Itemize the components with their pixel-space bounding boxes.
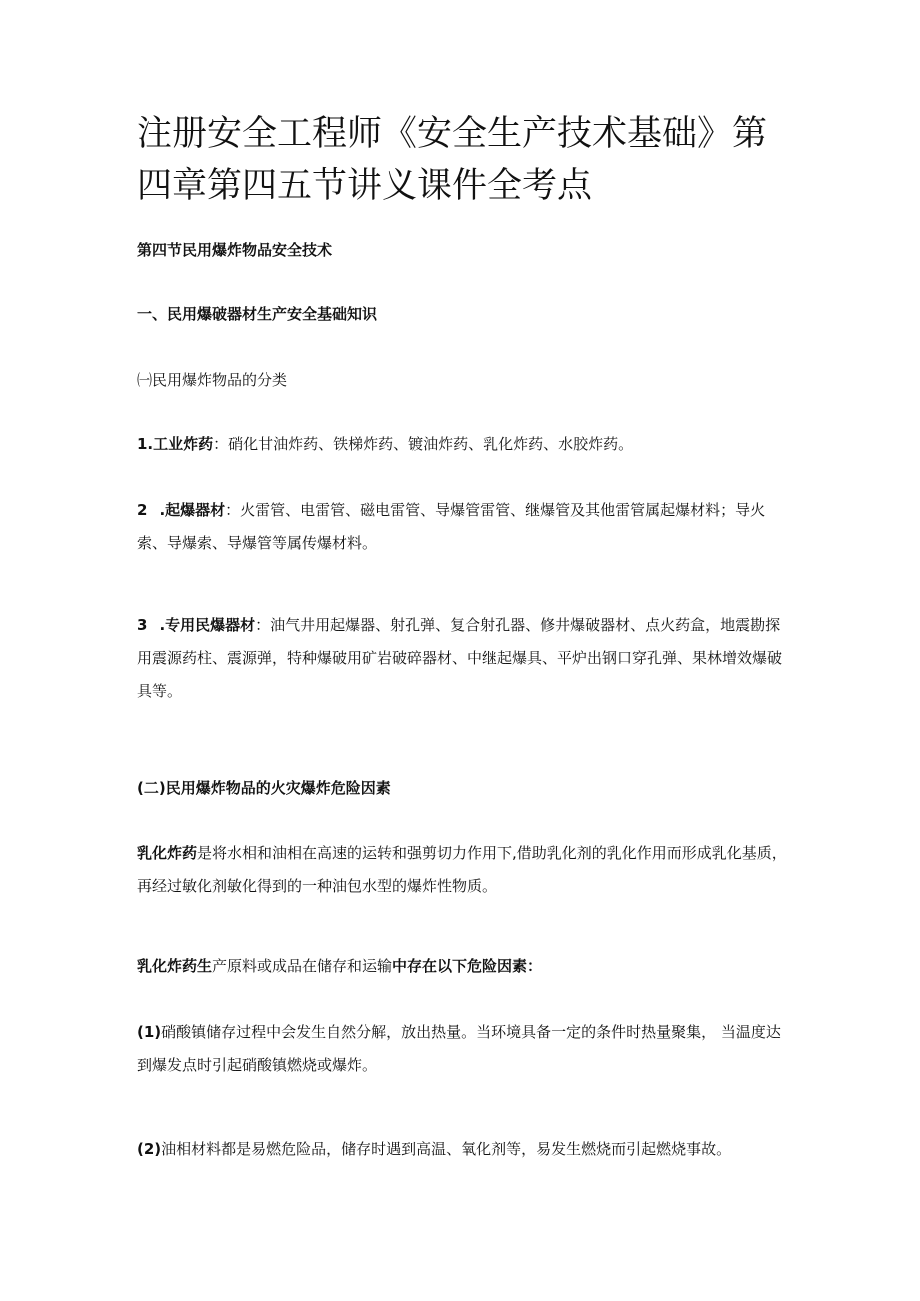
item-label: .专用民爆器材 (159, 616, 256, 634)
document-title: 注册安全工程师《安全生产技术基础》第四章第四五节讲义课件全考点 (137, 114, 768, 206)
para-part-a: 乳化炸药生 (137, 957, 213, 975)
section-heading: 第四节民用爆炸物品安全技术 (137, 241, 333, 259)
item-number: 3 (137, 616, 148, 634)
item-text: ：火雷管、电雷管、磁电雷管、导爆管雷管、继爆管及其他雷管属起爆材料；导火索、导爆索、导爆管等属传爆材料。 (137, 501, 766, 552)
risk-item-2 (137, 1133, 787, 1166)
para-label: 乳化炸药 (137, 844, 198, 862)
para-part-b: 产原料或成品在储存和运输 (212, 957, 393, 975)
risk-text: 油相材料都是易燃危险品，储存时遇到高温、氧化剂等，易发生燃烧而引起燃烧事故。 (161, 1140, 732, 1158)
risk-text: 硝酸镇储存过程中会发生自然分解，放出热量。当环境具备一定的条件时热量聚集， 当温度达到爆发点时引起硝酸镇燃烧或爆炸。 (137, 1023, 781, 1074)
subsection-heading: ㈠民用爆炸物品的分类 (137, 371, 288, 389)
risk-item-1 (137, 1016, 787, 1082)
para-part-c: 中存在以下危险因素： (392, 957, 543, 975)
list-item-3 (137, 609, 787, 708)
risk-number: (2) (137, 1140, 162, 1158)
list-item-1 (137, 428, 787, 461)
list-item-2 (137, 494, 787, 560)
item-text: ：硝化甘油炸药、铁梯炸药、镀油炸药、乳化炸药、水胶炸药。 (213, 435, 634, 453)
part-heading: 一、民用爆破器材生产安全基础知识 (137, 305, 378, 323)
risk-number: (1) (137, 1023, 162, 1041)
item-label: .起爆器材 (159, 501, 226, 519)
para-text: 是将水相和油相在高速的运转和强剪切力作用下,借助乳化剂的乳化作用而形成乳化基质，再经过敏化剂敏化得到的一种油包水型的爆炸性物质。 (137, 844, 787, 895)
item-text: ：油气井用起爆器、射孔弹、复合射孔器、修井爆破器材、点火药盒，地震勘探用震源药柱、震源弹，特种爆破用矿岩破碎器材、中继起爆具、平炉出钢口穿孔弹、果林增效爆破具等。 (137, 616, 783, 700)
item-label: 1.工业炸药 (137, 435, 214, 453)
paragraph-hazards-intro (137, 950, 787, 983)
paragraph-emulsion (137, 837, 787, 903)
item-number: 2 (137, 501, 148, 519)
subsection-heading-2: (二)民用爆炸物品的火灾爆炸危险因素 (137, 779, 391, 797)
